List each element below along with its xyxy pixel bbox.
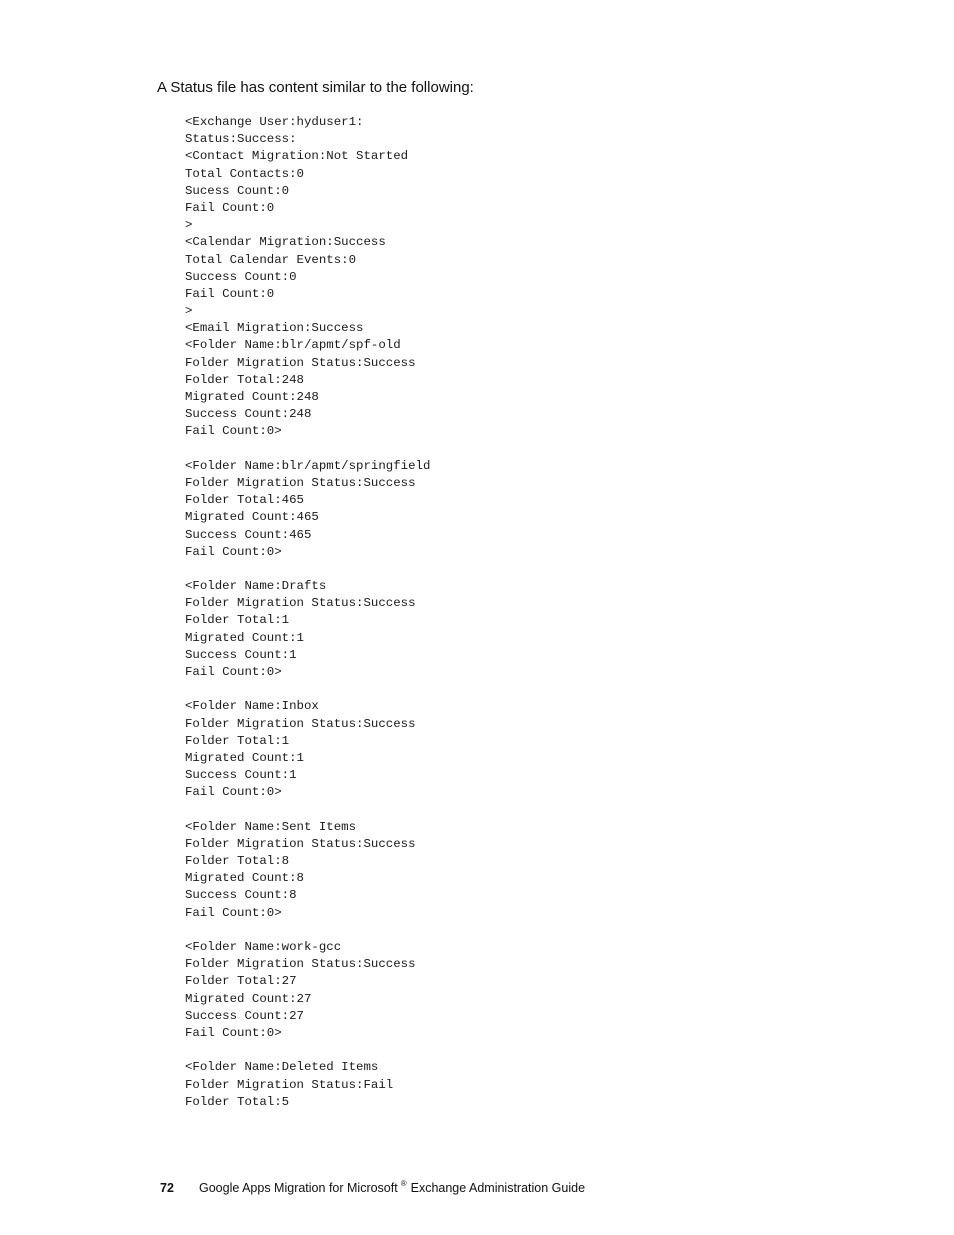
code-line: Migrated Count:1 <box>185 750 304 765</box>
code-line: Folder Migration Status:Success <box>185 475 416 490</box>
code-line: Folder Total:465 <box>185 493 304 508</box>
code-line: Folder Total:27 <box>185 974 297 989</box>
footer-title-start: Google Apps Migration for Microsoft <box>199 1181 398 1195</box>
code-line: Success Count:1 <box>185 647 297 662</box>
code-line: > <box>185 304 193 319</box>
code-line: <Exchange User:hyduser1: <box>185 115 364 129</box>
code-line: <Folder Name:Drafts <box>185 579 327 594</box>
code-line: Migrated Count:8 <box>185 871 304 886</box>
code-line: Status:Success: <box>185 132 297 147</box>
code-line: Sucess Count:0 <box>185 183 290 198</box>
code-line: Success Count:465 <box>185 527 312 542</box>
code-line: Migrated Count:27 <box>185 991 312 1006</box>
code-line: Folder Migration Status:Success <box>185 596 416 611</box>
code-line: <Folder Name:blr/apmt/springfield <box>185 458 431 473</box>
code-line: Success Count:1 <box>185 768 297 783</box>
code-line <box>185 922 430 939</box>
code-line: Folder Migration Status:Success <box>185 957 416 972</box>
intro-paragraph: A Status file has content similar to the following: <box>157 79 474 96</box>
code-line: Fail Count:0> <box>185 905 282 920</box>
code-line: Fail Count:0 <box>185 200 275 215</box>
code-line: Folder Total:1 <box>185 733 290 748</box>
page-footer <box>160 1179 585 1195</box>
code-line: Folder Migration Status:Success <box>185 716 416 731</box>
code-line: Total Contacts:0 <box>185 166 304 181</box>
code-line: Folder Total:5 <box>185 1094 290 1109</box>
code-line: Success Count:0 <box>185 269 297 284</box>
code-line: Fail Count:0> <box>185 1025 282 1040</box>
code-line: > <box>185 218 193 233</box>
code-line: Folder Migration Status:Fail <box>185 1077 394 1092</box>
code-line: Folder Total:1 <box>185 613 290 628</box>
code-line: <Contact Migration:Not Started <box>185 149 409 164</box>
code-line <box>185 1042 430 1059</box>
code-line: Migrated Count:248 <box>185 390 319 404</box>
code-line: <Calendar Migration:Success <box>185 235 386 250</box>
code-line: Fail Count:0 <box>185 286 275 301</box>
code-line <box>185 681 430 698</box>
code-line: Success Count:8 <box>185 888 297 903</box>
code-line: <Email Migration:Success <box>185 321 364 336</box>
code-line: Fail Count:0> <box>185 544 282 559</box>
code-line: <Folder Name:Deleted Items <box>185 1060 379 1075</box>
registered-trademark-mark: ® <box>400 1179 407 1188</box>
code-line: Total Calendar Events:0 <box>185 252 357 267</box>
code-line: <Folder Name:Sent Items <box>185 819 357 834</box>
code-line: Fail Count:0> <box>185 785 282 800</box>
status-file-code-block <box>185 114 430 1111</box>
code-line: <Folder Name:blr/apmt/spf-old <box>185 338 401 353</box>
code-line: Folder Migration Status:Success <box>185 836 416 851</box>
code-line: Folder Total:248 <box>185 372 304 387</box>
code-line <box>185 561 430 578</box>
footer-title-end: Exchange Administration Guide <box>410 1181 586 1195</box>
code-line: Migrated Count:1 <box>185 630 304 645</box>
code-line <box>185 802 430 819</box>
code-line: Migrated Count:465 <box>185 510 319 525</box>
code-line <box>185 441 430 458</box>
code-line: Folder Total:8 <box>185 854 290 869</box>
code-line: Fail Count:0> <box>185 424 282 439</box>
code-line: Success Count:248 <box>185 407 312 422</box>
code-line: Fail Count:0> <box>185 665 282 679</box>
code-line: Folder Migration Status:Success <box>185 355 416 370</box>
code-line: Success Count:27 <box>185 1008 304 1023</box>
code-line: <Folder Name:work-gcc <box>185 940 342 954</box>
page-number: 72 <box>160 1181 174 1195</box>
code-line: <Folder Name:Inbox <box>185 699 319 714</box>
